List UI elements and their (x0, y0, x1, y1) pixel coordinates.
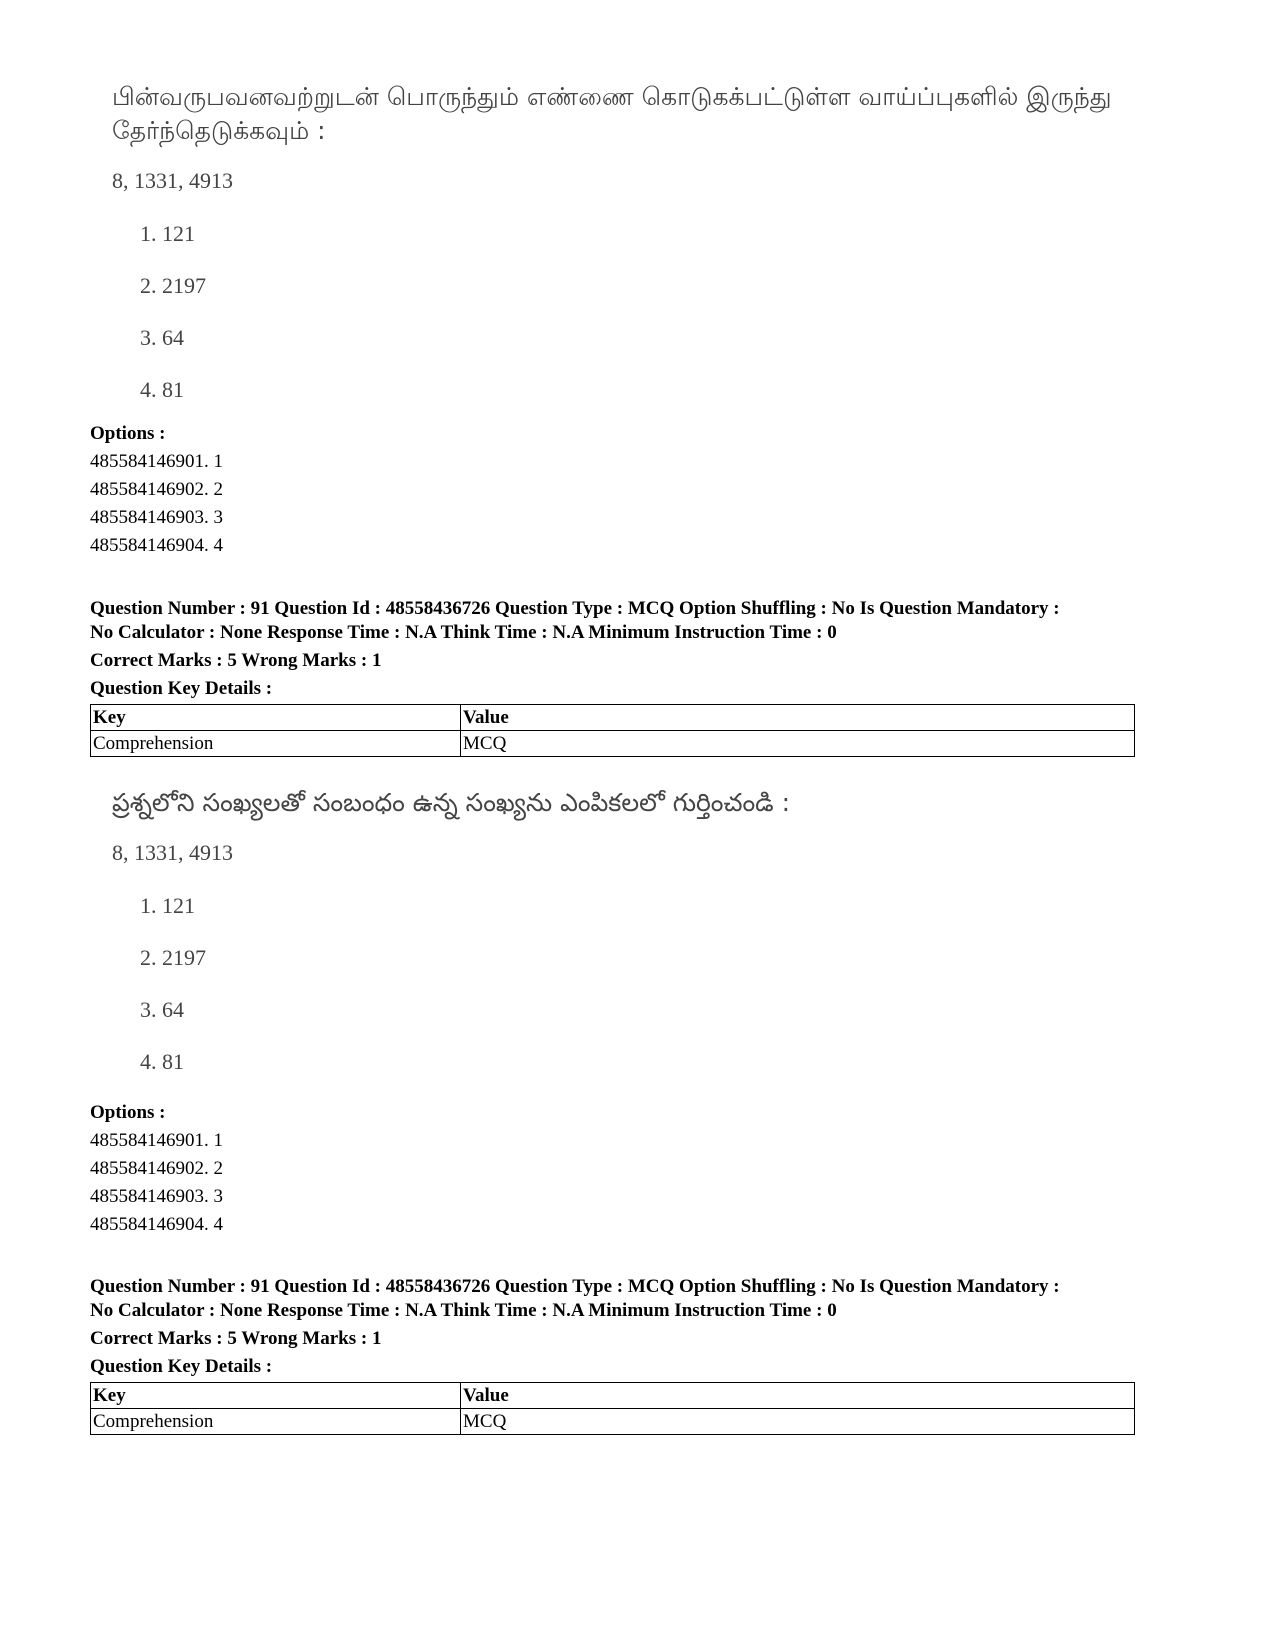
table-header-row (91, 705, 1135, 731)
choice-item: 4. 81 (140, 1049, 184, 1074)
table-cell: Comprehension (91, 731, 461, 757)
options-section (90, 1099, 1190, 1239)
question-info (90, 1275, 1190, 1379)
question-text: பின்வருபவனவற்றுடன் பொருந்தும் எண்ணை கொடுகக்பட்டுள்ள வாய்ப்புகளில் இருந்து தேர்ந்தெடுக்கவும் : (112, 82, 1112, 145)
table-header-cell: Value (461, 705, 1135, 731)
option-line: 485584146904. 4 (90, 1214, 223, 1235)
option-line: 485584146901. 1 (90, 1130, 223, 1151)
key-details-table (90, 704, 1135, 757)
question-info-line1: Question Number : 91 Question Id : 48558436726 Question Type : MCQ Option Shuffling : No Is Question Mandatory : (90, 1276, 1060, 1297)
key-details-label: Question Key Details : (90, 1356, 273, 1377)
options-section (90, 420, 1190, 560)
choice-item: 2. 2197 (140, 945, 206, 970)
question-info-line1: Question Number : 91 Question Id : 48558436726 Question Type : MCQ Option Shuffling : No Is Question Mandatory : (90, 598, 1060, 619)
table-header-cell: Key (91, 1383, 461, 1409)
table-row (91, 731, 1135, 757)
table-cell: MCQ (461, 731, 1135, 757)
table-row (91, 1409, 1135, 1435)
table-cell: MCQ (461, 1409, 1135, 1435)
choice-item: 3. 64 (140, 997, 184, 1022)
question-info-line2: No Calculator : None Response Time : N.A Think Time : N.A Minimum Instruction Time : 0 (90, 1300, 837, 1321)
option-line: 485584146904. 4 (90, 535, 223, 556)
table-header-cell: Key (91, 705, 461, 731)
choice-item: 1. 121 (140, 221, 195, 246)
options-label: Options : (90, 423, 166, 444)
option-line: 485584146901. 1 (90, 451, 223, 472)
key-details-label: Question Key Details : (90, 678, 273, 699)
choice-item: 4. 81 (140, 377, 184, 402)
number-sequence: 8, 1331, 4913 (112, 840, 233, 865)
option-line: 485584146902. 2 (90, 479, 223, 500)
question-info-line2: No Calculator : None Response Time : N.A Think Time : N.A Minimum Instruction Time : 0 (90, 622, 837, 643)
question-text: ప్రశ్నలోని సంఖ్యలతో సంబంధం ఉన్న సంఖ్యను ఎంపికలలో గుర్తించండి : (112, 788, 791, 817)
table-header-cell: Value (461, 1383, 1135, 1409)
question-image-tamil (112, 80, 1162, 416)
table-header-row (91, 1383, 1135, 1409)
marks-line: Correct Marks : 5 Wrong Marks : 1 (90, 650, 382, 671)
option-line: 485584146903. 3 (90, 1186, 223, 1207)
marks-line: Correct Marks : 5 Wrong Marks : 1 (90, 1328, 382, 1349)
choice-list (140, 208, 1162, 416)
question-info (90, 597, 1190, 701)
option-line: 485584146902. 2 (90, 1158, 223, 1179)
options-label: Options : (90, 1102, 166, 1123)
option-line: 485584146903. 3 (90, 507, 223, 528)
number-sequence: 8, 1331, 4913 (112, 168, 233, 193)
key-details-table (90, 1382, 1135, 1435)
choice-list (140, 880, 790, 1088)
question-image-telugu (112, 786, 790, 1088)
choice-item: 1. 121 (140, 893, 195, 918)
choice-item: 2. 2197 (140, 273, 206, 298)
table-cell: Comprehension (91, 1409, 461, 1435)
choice-item: 3. 64 (140, 325, 184, 350)
